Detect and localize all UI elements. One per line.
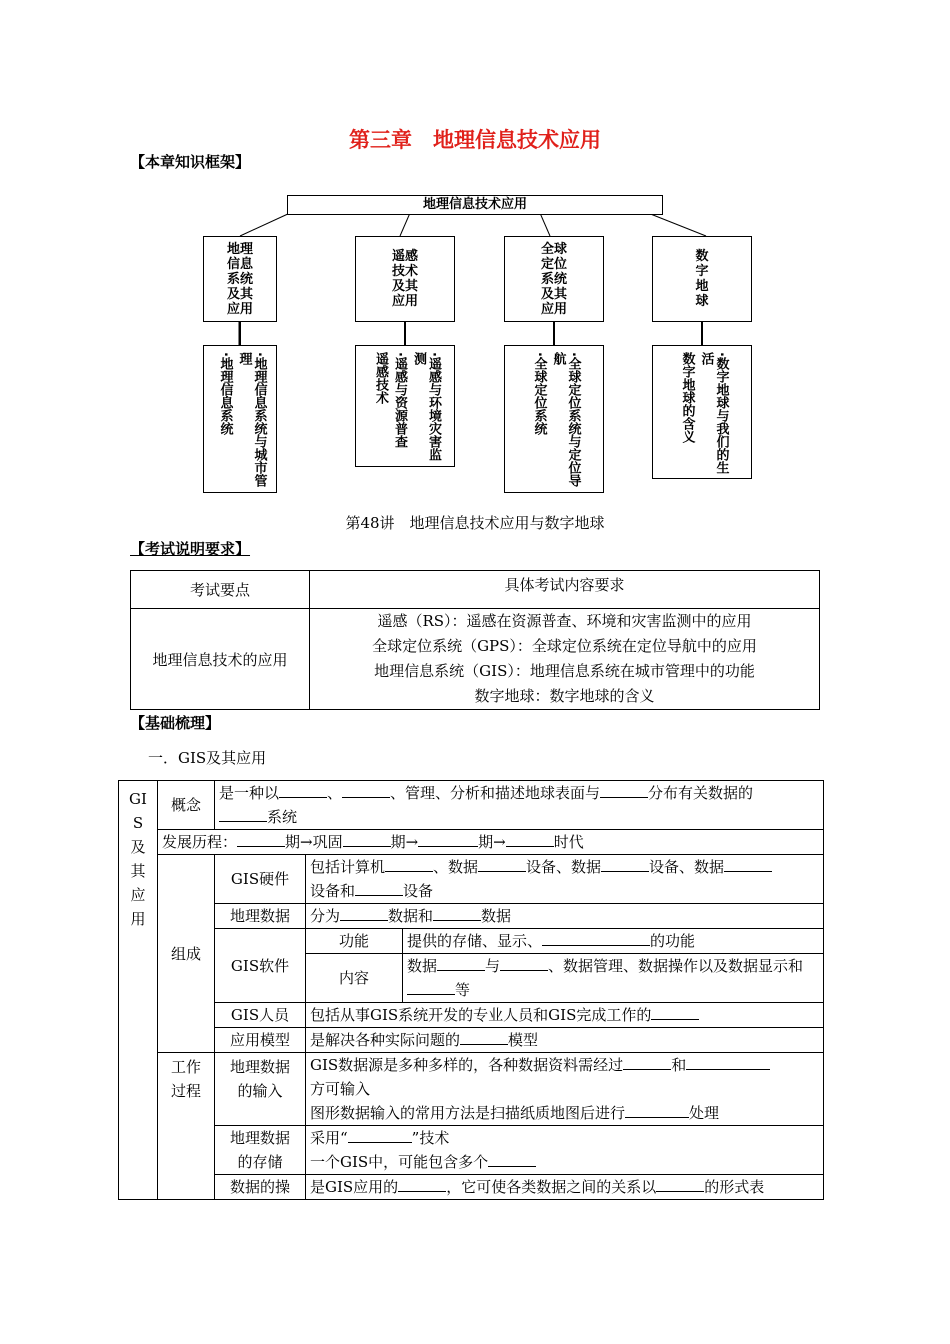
section-one-title: 一．GIS及其应用 (148, 749, 267, 767)
exam-heading: 【考试说明要求】 (130, 540, 251, 558)
branch-label: 遥感技术及其应用 (391, 249, 418, 309)
requirement-line: 遥感（RS）：遥感在资源普查、环境和灾害监测中的应用 (377, 612, 752, 630)
requirement-line: 全球定位系统（GPS）：全球定位系统在定位导航中的应用 (372, 637, 757, 655)
lecture-title: 第48讲 地理信息技术应用与数字地球 (345, 514, 605, 532)
diagram-root: 地理信息技术应用 (287, 195, 663, 215)
header-right: 具体考试内容要求 (310, 571, 820, 609)
detail-item: ·数字地球与我们的生活 (698, 352, 729, 474)
function-text: 提供的存储、显示、 的功能 (403, 929, 824, 954)
gis-side-label (119, 781, 158, 1200)
branch-label: 数字地球 (695, 249, 709, 309)
row-left: 地理信息技术的应用 (131, 609, 310, 710)
header-left: 考试要点 (131, 571, 310, 609)
people-label: GIS人员 (215, 1003, 306, 1028)
detail-item: ·全球定位系统 (531, 352, 547, 435)
data-text: 分为 数据和 数据 (306, 904, 824, 929)
operate-label: 数据的操 (215, 1175, 306, 1200)
requirement-line: 数字地球：数字地球的含义 (474, 687, 655, 705)
composition-label: 组成 (158, 855, 215, 1053)
software-label: GIS软件 (215, 929, 306, 1003)
input-text: GIS数据源是多种多样的，各种数据资料需经过 和 方可输入 图形数据输入的常用方法是扫描纸质地图后进行 处理 (306, 1053, 824, 1126)
operate-text: 是GIS应用的 ，它可使各类数据之间的关系以 的形式表 (306, 1175, 824, 1200)
diagram-connectors (0, 0, 950, 500)
detail-item: 数字地球的含义 (679, 352, 695, 443)
hardware-text: 包括计算机 、数据 设备、数据 设备、数据 设备和 设备 (306, 855, 824, 904)
requirement-line: 地理信息系统（GIS）：地理信息系统在城市管理中的功能 (374, 662, 755, 680)
framework-heading: 【本章知识框架】 (130, 153, 251, 171)
detail-item: 遥感技术 (373, 352, 388, 404)
hardware-label: GIS硬件 (215, 855, 306, 904)
concept-text: 是一种以 、 、管理、分析和描述地球表面与 分布有关数据的 系统 (215, 781, 824, 830)
detail-item: ·遥感与资源普查 (392, 352, 407, 448)
detail-item: ·遥感与环境灾害监测 (411, 352, 441, 461)
input-label: 地理数据的输入 (215, 1053, 306, 1126)
diagram-branch-gis (203, 236, 277, 322)
detail-item: ·地理信息系统与城市管理 (236, 352, 267, 487)
diagram-detail-gps (504, 345, 604, 493)
diagram-detail-rs (355, 345, 455, 467)
gis-table (118, 780, 824, 1200)
storage-text: 采用“ ”技术 一个GIS中，可能包含多个 (306, 1126, 824, 1175)
diagram-detail-digital-earth (652, 345, 752, 479)
history-text: 发展历程： 期→巩固 期→ 期→ 时代 (158, 830, 824, 855)
content-label: 内容 (306, 954, 403, 1003)
row-right (310, 609, 820, 710)
concept-label: 概念 (158, 781, 215, 830)
side-label-text: GIS及其应用 (129, 790, 147, 928)
branch-label: 全球定位系统及其应用 (540, 241, 567, 317)
chapter-title: 第三章 地理信息技术应用 (349, 128, 601, 152)
workflow-label-text: 工作过程 (170, 1058, 201, 1100)
basic-heading: 【基础梳理】 (130, 714, 221, 732)
function-label: 功能 (306, 929, 403, 954)
diagram-branch-gps (504, 236, 604, 322)
storage-label: 地理数据的存储 (215, 1126, 306, 1175)
content-text: 数据 与 、数据管理、数据操作以及数据显示和等 (403, 954, 824, 1003)
diagram-detail-gis (203, 345, 277, 493)
branch-label: 地理信息系统及其应用 (226, 241, 253, 317)
data-label: 地理数据 (215, 904, 306, 929)
diagram-branch-rs (355, 236, 455, 322)
model-label: 应用模型 (215, 1028, 306, 1053)
model-text: 是解决各种实际问题的 模型 (306, 1028, 824, 1053)
workflow-label (158, 1053, 215, 1200)
detail-item: ·全球定位系统与定位导航 (550, 352, 581, 487)
diagram-branch-digital-earth (652, 236, 752, 322)
detail-item: ·地理信息系统 (217, 352, 233, 435)
exam-requirements-table (130, 570, 820, 710)
people-text: 包括从事GIS系统开发的专业人员和GIS完成工作的 (306, 1003, 824, 1028)
